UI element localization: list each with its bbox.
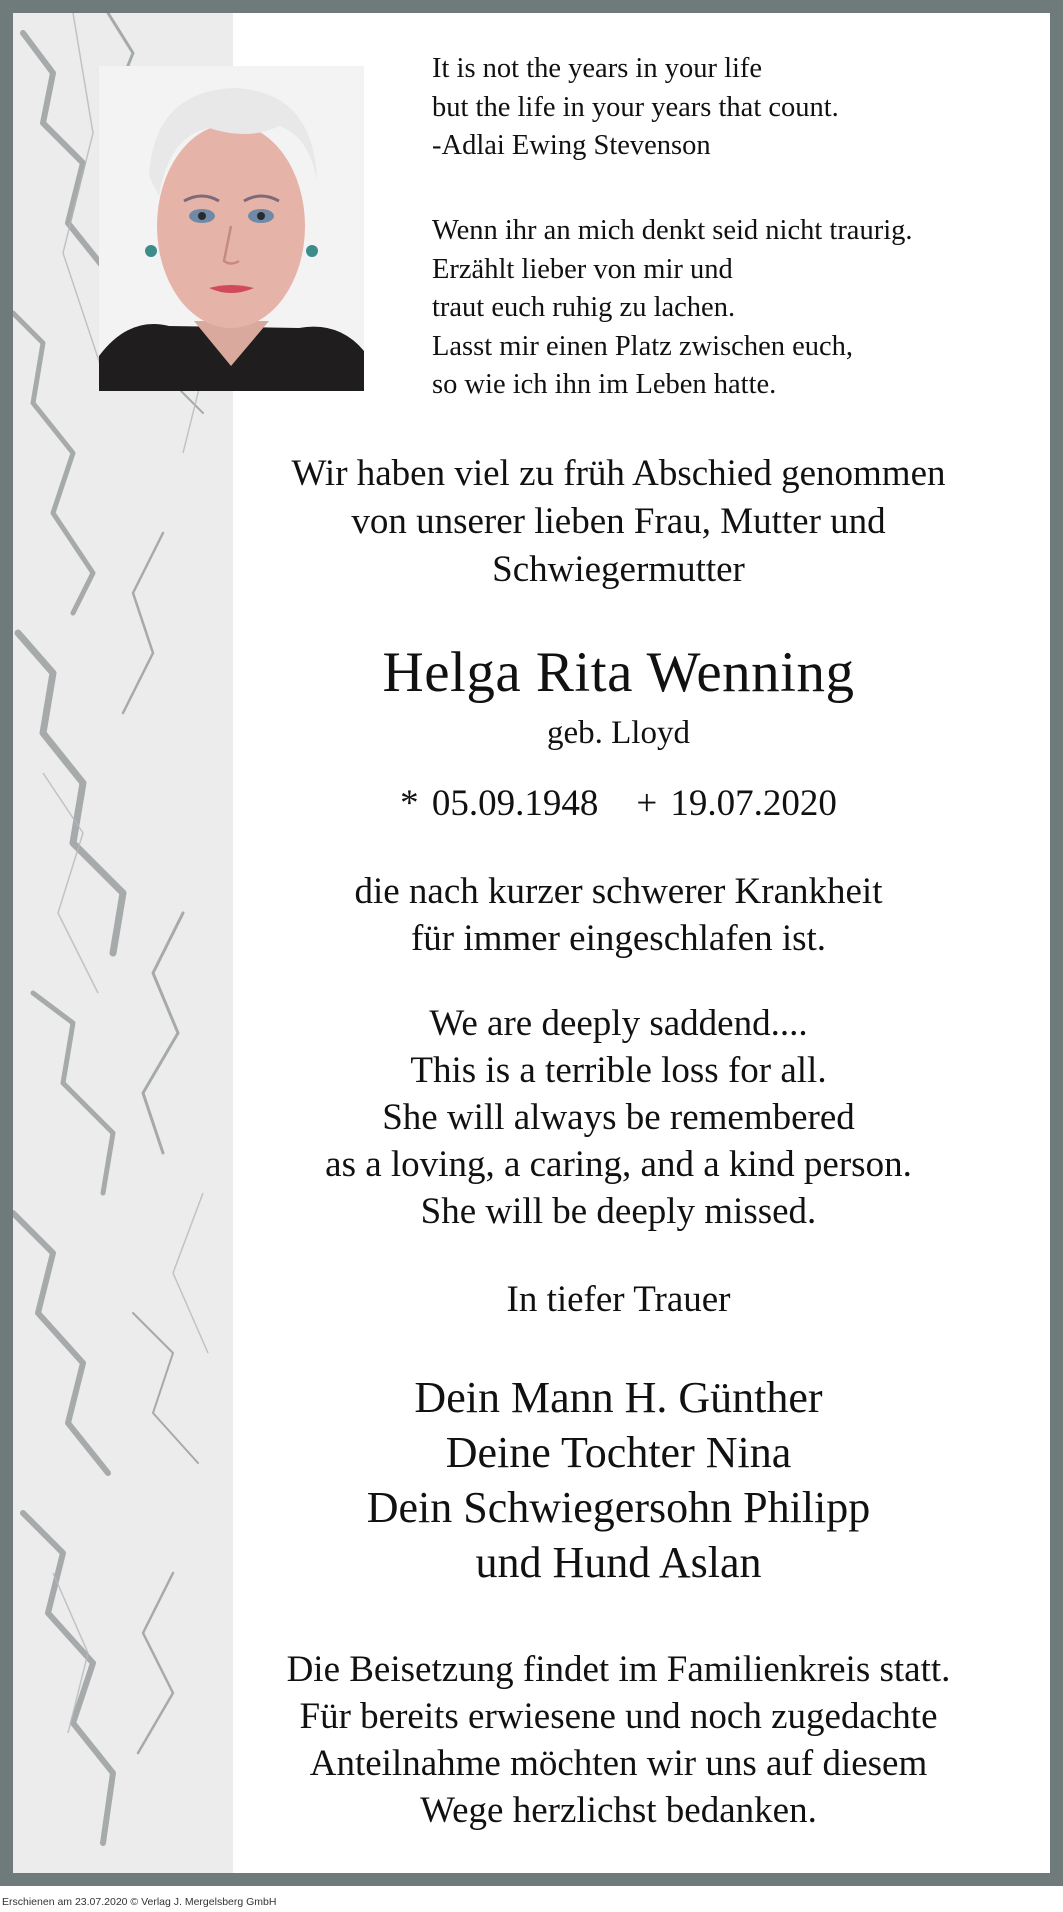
poem-line: Lasst mir einen Platz zwischen euch, [432, 330, 854, 362]
closing-line: Anteilnahme möchten wir uns auf diesem [309, 1743, 928, 1784]
english-tribute [233, 1000, 1004, 1235]
poem-line: traut euch ruhig zu lachen. [432, 292, 736, 323]
tribute-line: This is a terrible loss for all. [410, 1050, 827, 1091]
mourning-text: In tiefer Trauer [506, 1279, 731, 1320]
deceased-name: Helga Rita Wenning [382, 641, 855, 704]
poem-block [432, 212, 913, 405]
closing-line: Für bereits erwiesene und noch zugedachte [299, 1696, 938, 1737]
tribute-line: as a loving, a caring, and a kind person. [325, 1144, 912, 1185]
portrait-illustration [99, 66, 364, 391]
tribute-line: She will be deeply missed. [420, 1191, 817, 1232]
family-member: Dein Mann H. Günther [414, 1373, 823, 1422]
intro-line: Wir haben viel zu früh Abschied genommen [291, 453, 946, 494]
family-signatures [233, 1370, 1004, 1590]
birth-date: * 05.09.1948 [400, 783, 599, 824]
intro-text [233, 450, 1004, 594]
publication-footer: Erschienen am 23.07.2020 © Verlag J. Mergelsberg GmbH [2, 1896, 277, 1908]
quote-author: -Adlai Ewing Stevenson [432, 130, 711, 161]
illness-text [233, 868, 1004, 962]
poem-line: so wie ich ihn im Leben hatte. [432, 369, 777, 400]
poem-line: Erzählt lieber von mir und [432, 253, 733, 285]
illness-line: die nach kurzer schwerer Krankheit [354, 871, 883, 912]
closing-line: Die Beisetzung findet im Familienkreis statt. [286, 1649, 951, 1690]
quote-line: It is not the years in your life [432, 53, 763, 84]
family-member: Dein Schwiegersohn Philipp [366, 1483, 871, 1532]
closing-text [233, 1646, 1004, 1834]
poem-line: Wenn ihr an mich denkt seid nicht traurig. [432, 215, 913, 246]
quote-block [432, 50, 839, 166]
intro-line: von unserer lieben Frau, Mutter und [351, 501, 886, 542]
quote-line: but the life in your years that count. [432, 91, 839, 123]
intro-line: Schwiegermutter [492, 549, 745, 590]
death-date: + 19.07.2020 [636, 783, 837, 824]
closing-line: Wege herzlichst bedanken. [420, 1790, 817, 1831]
illness-line: für immer eingeschlafen ist. [410, 918, 827, 959]
family-member: Deine Tochter Nina [445, 1428, 792, 1477]
portrait-photo [99, 66, 364, 391]
family-member: und Hund Aslan [475, 1538, 762, 1587]
tribute-line: We are deeply saddend.... [429, 1003, 808, 1044]
life-dates [233, 782, 1004, 826]
tribute-line: She will always be remembered [382, 1097, 855, 1138]
birth-name: geb. Lloyd [547, 715, 690, 751]
